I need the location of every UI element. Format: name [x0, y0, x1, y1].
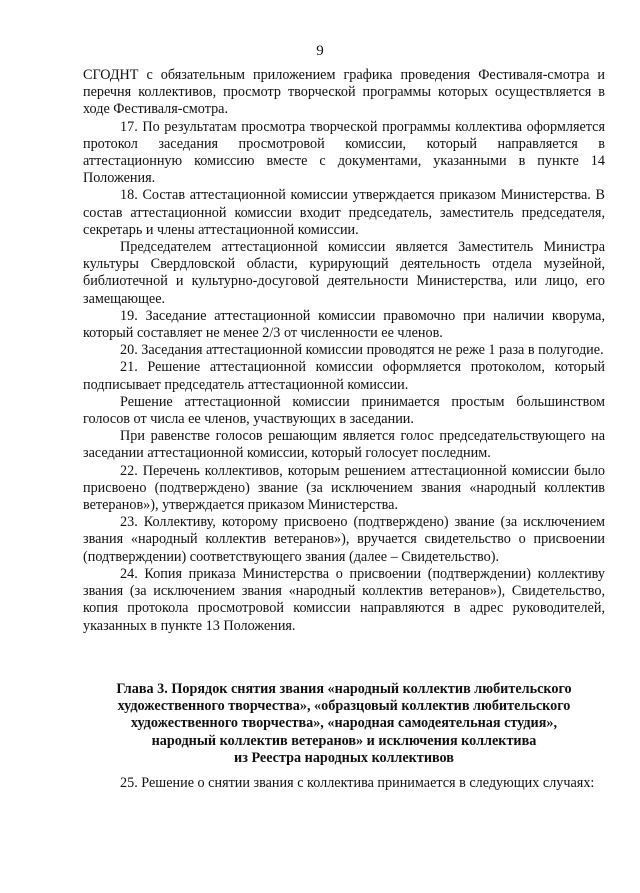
heading-line: Глава 3. Порядок снятия звания «народный коллектив любительского	[116, 681, 572, 697]
paragraph-17: 17. По результатам просмотра творческой программы коллектива оформляется протокол заседания просмотровой комиссии, который направляется в аттестационную комиссию вместе с документами, указанными в пункте 14 Положения.	[83, 118, 605, 187]
paragraph-19: 19. Заседание аттестационной комиссии правомочно при наличии кворума, который составляет не менее 2/3 от численности ее членов.	[83, 307, 605, 342]
paragraph-22: 22. Перечень коллективов, которым решением аттестационной комиссии было присвоено (подтверждено) звание (за исключением звания «народный коллектив ветеранов»), утверждается приказом Министерства.	[83, 462, 605, 514]
paragraph-21-tie: При равенстве голосов решающим является голос председательствующего на заседании аттестационной комиссии, который голосует последним.	[83, 428, 605, 462]
document-body	[83, 67, 605, 635]
paragraph-continuation: СГОДНТ с обязательным приложением графика проведения Фестиваля-смотра и перечня коллективов, просмотр творческой программы которых осуществляется в ходе Фестиваля-смотра.	[83, 67, 605, 118]
paragraph-20: 20. Заседания аттестационной комиссии проводятся не реже 1 раза в полугодие.	[120, 342, 604, 359]
heading-line: народный коллектив ветеранов» и исключения коллектива	[151, 732, 537, 749]
paragraph-21: 21. Решение аттестационной комиссии оформляется протоколом, который подписывает председатель аттестационной комиссии.	[83, 359, 605, 393]
heading-line: из Реестра народных коллективов	[234, 749, 454, 766]
page-number: 9	[316, 43, 324, 59]
paragraph-24: 24. Копия приказа Министерства о присвоении (подтверждении) коллективу звания (за исключением звания «народный коллектив ветеранов»), Свидетельство, копия протокола просмотровой комиссии направляются в адрес руководителей, указанных в пункте 13 Положения.	[83, 565, 605, 634]
chapter-heading	[83, 681, 605, 767]
heading-line: художественного творчества», «народная самодеятельная студия»,	[130, 715, 558, 732]
paragraph-21-majority: Решение аттестационной комиссии принимается простым большинством голосов от числа ее членов, участвующих в заседании.	[83, 393, 605, 428]
paragraph-25: 25. Решение о снятии звания с коллектива принимается в следующих случаях:	[120, 775, 595, 791]
paragraph-18: 18. Состав аттестационной комиссии утверждается приказом Министерства. В состав аттестационной комиссии входит председатель, заместитель председателя, секретарь и члены аттестационной комиссии.	[83, 187, 605, 238]
paragraph-18-chair: Председателем аттестационной комиссии является Заместитель Министра культуры Свердловской области, курирующий деятельность отдела музейной, библиотечной и культурно-досуговой деятельности Министерства, или лицо, его замещающее.	[83, 239, 605, 307]
closing-section	[83, 775, 605, 792]
heading-line: художественного творчества», «образцовый коллектив любительского	[117, 698, 571, 715]
paragraph-23: 23. Коллективу, которому присвоено (подтверждено) звание (за исключением звания «народный коллектив ветеранов»), вручается свидетельство о присвоении (подтверждении) соответствующего звания (далее – Свидетельство).	[83, 514, 605, 565]
